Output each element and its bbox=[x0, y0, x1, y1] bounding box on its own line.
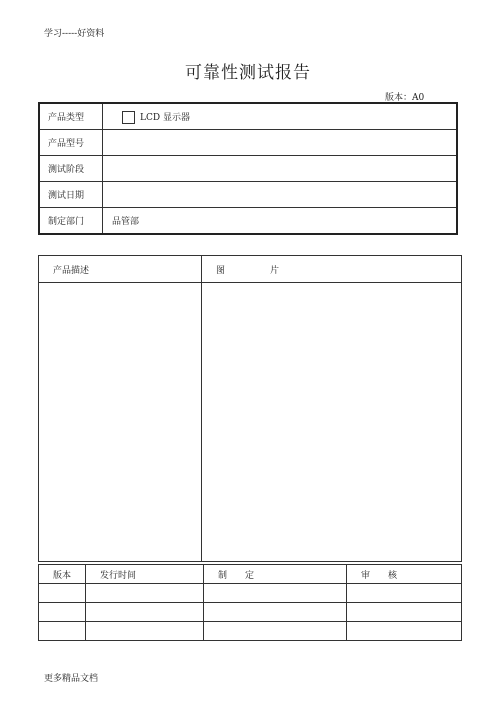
revision-cell[interactable] bbox=[347, 603, 462, 622]
product-image-header: 图 片 bbox=[202, 256, 462, 283]
revision-cell[interactable] bbox=[86, 622, 204, 641]
footer-note: 更多精品文档 bbox=[44, 674, 99, 684]
info-row bbox=[39, 103, 457, 130]
table-row bbox=[39, 622, 462, 641]
product-type-value: LCD 显示器 bbox=[140, 112, 190, 123]
info-table bbox=[38, 102, 458, 235]
checkbox[interactable] bbox=[122, 111, 135, 124]
table-row bbox=[39, 584, 462, 603]
info-label: 测试阶段 bbox=[39, 156, 103, 182]
info-row bbox=[39, 208, 457, 235]
product-desc-header: 产品描述 bbox=[39, 256, 202, 283]
product-table bbox=[38, 255, 462, 562]
revision-header-date: 发行时间 bbox=[86, 565, 204, 584]
info-label: 产品型号 bbox=[39, 130, 103, 156]
test-stage-value[interactable] bbox=[103, 156, 458, 182]
info-label: 测试日期 bbox=[39, 182, 103, 208]
info-row bbox=[39, 130, 457, 156]
product-image-area[interactable] bbox=[202, 283, 462, 562]
revision-cell[interactable] bbox=[204, 584, 347, 603]
header-note: 学习-----好资料 bbox=[44, 29, 105, 39]
product-model-value[interactable] bbox=[103, 130, 458, 156]
revision-cell[interactable] bbox=[204, 603, 347, 622]
revision-cell[interactable] bbox=[347, 584, 462, 603]
revision-header-row bbox=[39, 565, 462, 584]
revision-table bbox=[38, 564, 462, 641]
info-label: 产品类型 bbox=[39, 103, 103, 130]
revision-cell[interactable] bbox=[86, 584, 204, 603]
product-desc-area[interactable] bbox=[39, 283, 202, 562]
version-label: 版本：A0 bbox=[385, 93, 425, 103]
page-title: 可靠性测试报告 bbox=[185, 63, 311, 83]
revision-header-author: 制 定 bbox=[204, 565, 347, 584]
revision-cell[interactable] bbox=[347, 622, 462, 641]
revision-cell[interactable] bbox=[39, 603, 86, 622]
revision-cell[interactable] bbox=[39, 622, 86, 641]
revision-cell[interactable] bbox=[204, 622, 347, 641]
test-date-value[interactable] bbox=[103, 182, 458, 208]
revision-cell[interactable] bbox=[86, 603, 204, 622]
product-type-cell bbox=[103, 103, 458, 130]
revision-header-review: 审 核 bbox=[347, 565, 462, 584]
info-row bbox=[39, 156, 457, 182]
revision-cell[interactable] bbox=[39, 584, 86, 603]
info-label: 制定部门 bbox=[39, 208, 103, 235]
info-row bbox=[39, 182, 457, 208]
revision-header-version: 版本 bbox=[39, 565, 86, 584]
department-value: 品管部 bbox=[103, 208, 458, 235]
table-row bbox=[39, 603, 462, 622]
